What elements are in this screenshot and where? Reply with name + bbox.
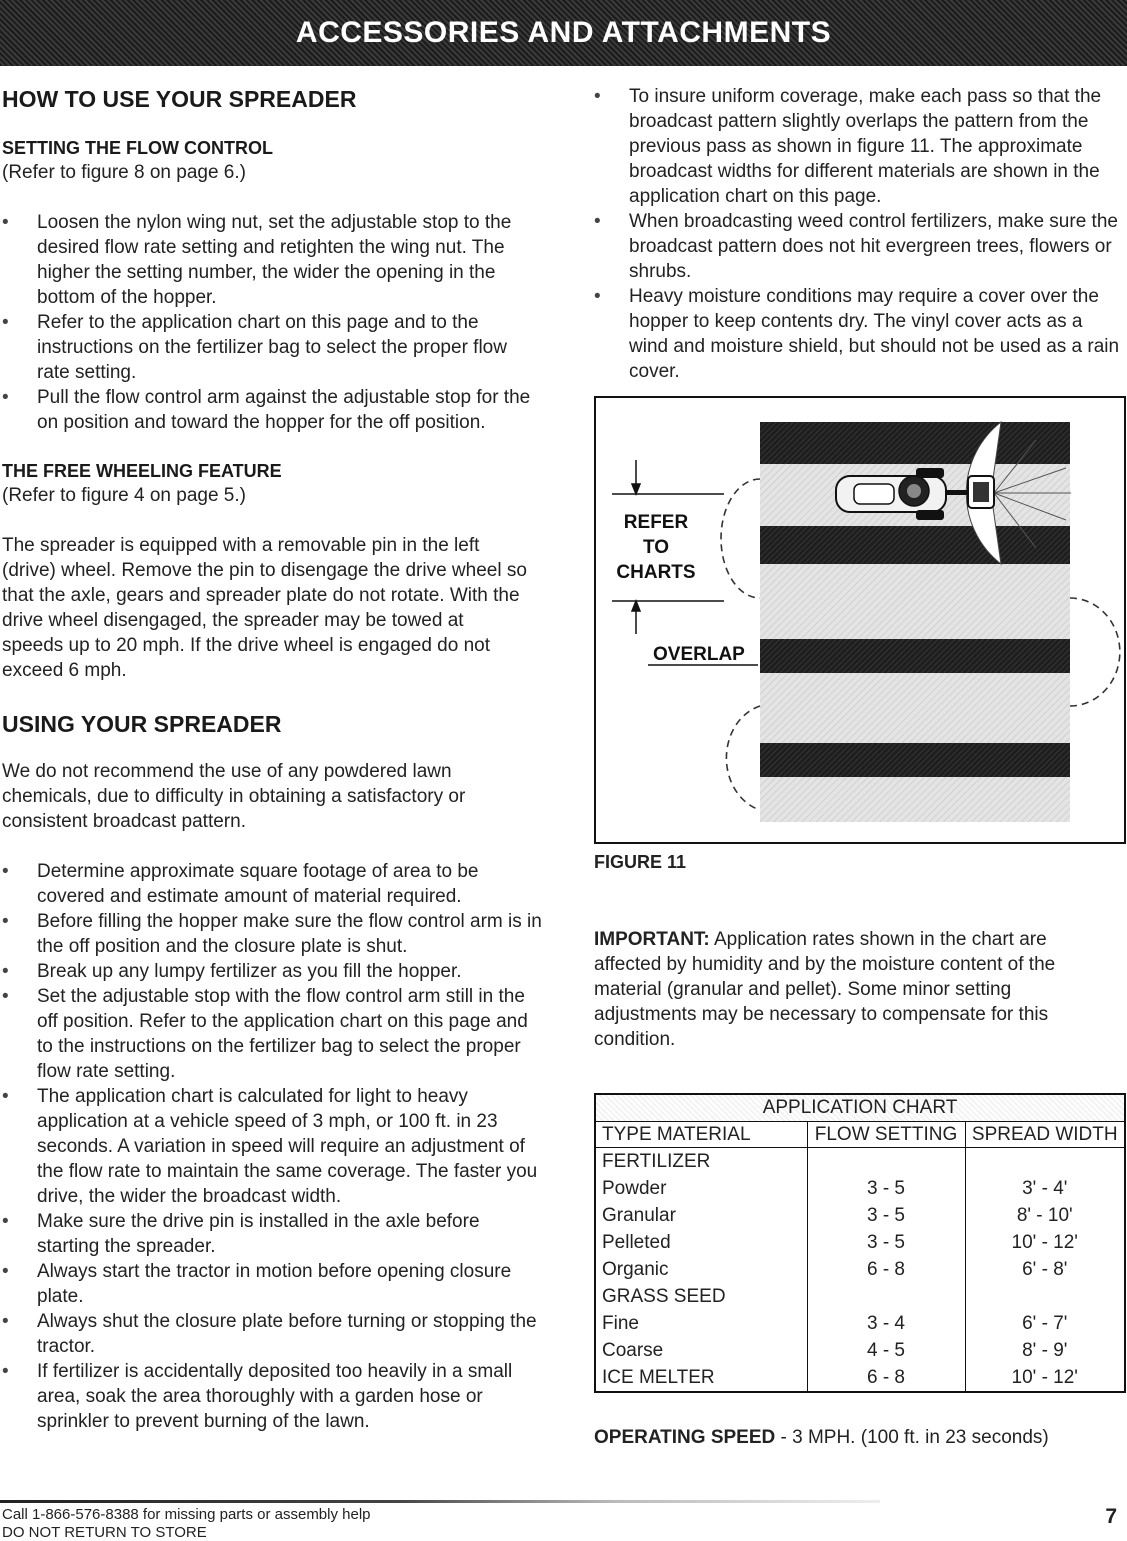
cell-spread: [965, 1148, 1125, 1176]
application-chart: [594, 1093, 1126, 1393]
col-header-spread: SPREAD WIDTH: [965, 1122, 1125, 1148]
important-note: [594, 927, 1114, 1052]
table-row: [595, 1202, 1125, 1229]
cell-spread: [965, 1283, 1125, 1310]
label-refer: REFER: [623, 512, 689, 533]
stripe-dark: [760, 639, 1070, 673]
cell-spread: 6' - 8': [1022, 1259, 1068, 1280]
cell-material: Coarse: [595, 1337, 807, 1364]
using-intro: We do not recommend the use of any powdered lawn chemicals, due to difficulty in obtaining a satisfactory or consistent broadcast pattern.: [2, 761, 466, 832]
cell-flow: [807, 1283, 965, 1310]
cell-material: ICE MELTER: [595, 1364, 807, 1392]
stripe-light: [760, 564, 1070, 639]
chart-title: APPLICATION CHART: [595, 1094, 1125, 1122]
stripe-dark: [760, 422, 1070, 464]
free-body: The spreader is equipped with a removable pin in the left (drive) wheel. Remove the pin to disengage the drive wheel so that the axle, gears and spreader plate do not rotate. With the drive wheel disengaged, the spreader may be towed at speeds up to 20 mph. If the drive wheel is engaged do not exceed 6 mph.: [2, 535, 527, 681]
label-to: TO: [642, 537, 670, 558]
page-number: 7: [1105, 1505, 1117, 1528]
label-overlap: OVERLAP: [653, 644, 745, 665]
right-column: [594, 84, 1124, 384]
cell-spread: 6' - 7': [1022, 1313, 1068, 1334]
list-item: • Set the adjustable stop with the flow control arm still in the off position. Refer to the application chart on this page and to the instructions on the fertilizer bag to select the proper flow rate setting.: [2, 984, 542, 1084]
list-item: • To insure uniform coverage, make each pass so that the broadcast pattern slightly overlaps the pattern from the previous pass as shown in figure 11. The approximate broadcast widths for different materials are shown in the application chart on this page.: [594, 84, 1124, 209]
list-item: • Always start the tractor in motion before opening closure plate.: [2, 1259, 542, 1309]
stripe-light: [760, 673, 1070, 743]
operating-speed-text: - 3 MPH. (100 ft. in 23 seconds): [775, 1427, 1049, 1448]
col-header-type: TYPE MATERIAL: [595, 1122, 807, 1148]
operating-speed: [594, 1427, 1049, 1449]
important-text: Application rates shown in the chart are affected by humidity and by the moisture content of the material (granular and pellet). Some minor setting adjustments may be necessary to compensate for this condition.: [594, 929, 1056, 1050]
important-label: IMPORTANT:: [594, 929, 710, 950]
list-item: • Always shut the closure plate before turning or stopping the tractor.: [2, 1309, 542, 1359]
figure-caption: FIGURE 11: [594, 852, 687, 872]
stripe-light: [760, 777, 1070, 822]
heading-using-spreader: USING YOUR SPREADER: [2, 711, 282, 737]
cell-material: Pelleted: [595, 1229, 807, 1256]
cell-flow: 3 - 4: [807, 1310, 965, 1337]
cell-material: GRASS SEED: [595, 1283, 807, 1310]
spreader-overlap-diagram: [596, 398, 1124, 842]
col-header-flow: FLOW SETTING: [807, 1122, 965, 1148]
cell-material: Powder: [595, 1175, 807, 1202]
table-row: [595, 1148, 1125, 1176]
list-item: • Determine approximate square footage of area to be covered and estimate amount of material required.: [2, 859, 542, 909]
list-item: • Make sure the drive pin is installed in the axle before starting the spreader.: [2, 1209, 542, 1259]
cell-material: Fine: [595, 1310, 807, 1337]
table-row: [595, 1256, 1125, 1283]
flow-ref: (Refer to figure 8 on page 6.): [2, 162, 246, 183]
list-item: • Refer to the application chart on this page and to the instructions on the fertilizer bag to select the proper flow rate setting.: [2, 310, 542, 385]
cell-flow: 3 - 5: [807, 1175, 965, 1202]
footer-no-return: DO NOT RETURN TO STORE: [2, 1524, 207, 1541]
table-row: [595, 1229, 1125, 1256]
list-item: • Break up any lumpy fertilizer as you fill the hopper.: [2, 959, 542, 984]
list-item: • When broadcasting weed control fertilizers, make sure the broadcast pattern does not hit evergreen trees, flowers or shrubs.: [594, 209, 1124, 284]
list-item: • If fertilizer is accidentally deposited too heavily in a small area, soak the area thoroughly with a garden hose or sprinkler to prevent burning of the lawn.: [2, 1359, 542, 1434]
using-bullet-list: [2, 859, 542, 1434]
table-row: [595, 1283, 1125, 1310]
operating-speed-label: OPERATING SPEED: [594, 1427, 776, 1448]
list-item: • Pull the flow control arm against the adjustable stop for the on position and toward the hopper for the off position.: [2, 385, 542, 435]
heading-flow-control: SETTING THE FLOW CONTROL: [2, 138, 273, 158]
free-ref: (Refer to figure 4 on page 5.): [2, 485, 246, 506]
list-item: • Before filling the hopper make sure the flow control arm is in the off position and the closure plate is shut.: [2, 909, 542, 959]
heading-how-to-use: HOW TO USE YOUR SPREADER: [2, 86, 357, 112]
cell-spread: 3' - 4': [1022, 1178, 1068, 1199]
page-banner: ACCESSORIES AND ATTACHMENTS: [0, 0, 1127, 66]
cell-spread: 10' - 12': [1011, 1367, 1078, 1388]
cell-material: FERTILIZER: [595, 1148, 807, 1176]
table-row: [595, 1364, 1125, 1392]
cell-flow: 6 - 8: [807, 1256, 965, 1283]
stripe-dark: [760, 743, 1070, 777]
table-row: [595, 1175, 1125, 1202]
cell-material: Organic: [595, 1256, 807, 1283]
flow-bullet-list: [2, 210, 542, 435]
table-row: [595, 1337, 1125, 1364]
left-column: [2, 84, 542, 1434]
label-charts: CHARTS: [616, 562, 696, 583]
table-row: [595, 1310, 1125, 1337]
right-bullet-list: [594, 84, 1124, 384]
cell-flow: 3 - 5: [807, 1202, 965, 1229]
cell-spread: 10' - 12': [1011, 1232, 1078, 1253]
footer-divider: [0, 1500, 880, 1503]
figure-11: [594, 396, 1126, 844]
list-item: • Heavy moisture conditions may require a cover over the hopper to keep contents dry. The vinyl cover acts as a wind and moisture shield, but should not be used as a rain cover.: [594, 284, 1124, 384]
cell-flow: [807, 1148, 965, 1176]
cell-flow: 6 - 8: [807, 1364, 965, 1392]
cell-spread: 8' - 10': [1016, 1205, 1073, 1226]
cell-flow: 3 - 5: [807, 1229, 965, 1256]
list-item: • The application chart is calculated for light to heavy application at a vehicle speed of 3 mph, or 100 ft. in 23 seconds. A variation in speed will require an adjustment of the flow rate to maintain the same coverage. The faster you drive, the wider the broadcast width.: [2, 1084, 542, 1209]
cell-flow: 4 - 5: [807, 1337, 965, 1364]
footer-help-line: Call 1-866-576-8388 for missing parts or assembly help: [2, 1506, 371, 1523]
cell-material: Granular: [595, 1202, 807, 1229]
cell-spread: 8' - 9': [1022, 1340, 1068, 1361]
footer: [2, 1506, 371, 1541]
list-item: • Loosen the nylon wing nut, set the adjustable stop to the desired flow rate setting and retighten the wing nut. The higher the setting number, the wider the opening in the bottom of the hopper.: [2, 210, 542, 310]
heading-free-wheeling: THE FREE WHEELING FEATURE: [2, 461, 282, 481]
